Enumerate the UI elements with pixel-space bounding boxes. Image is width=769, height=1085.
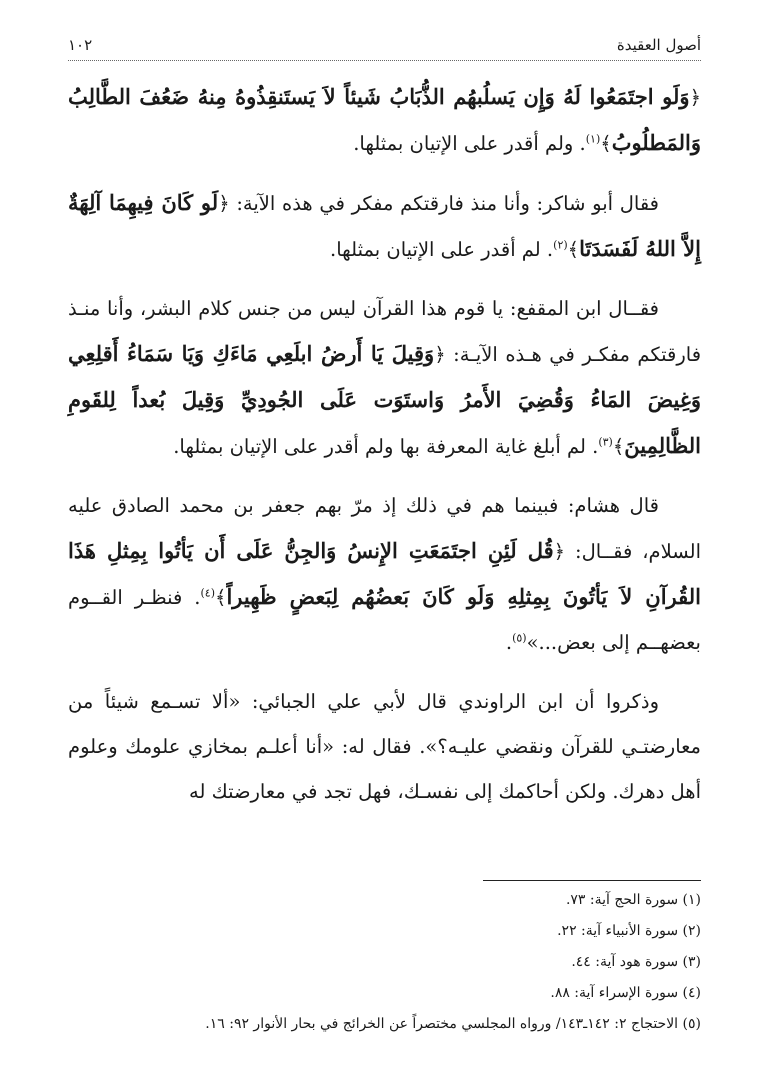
paragraph-3-tail: . لم أبلغ غاية المعرفة بها ولم أقدر على الإتيان بمثلها. [173, 435, 599, 458]
footnote-ref-3[interactable]: (٣) [598, 435, 613, 449]
paragraph-3: فقــال ابن المقفع: يا قوم هذا القرآن ليس من جنس كلام البشر، وأنا منـذ فارقتكم مفكـر في هـذه الآيـة: ﴿وَقِيلَ يَا أَرضُ ابلَعِي مَاءَكِ وَيَا سَمَاءُ أَقلِعِي وَغِيضَ المَاءُ وَقُضِيَ الأَمرُ وَاستَوَت عَلَى الجُودِيِّ وَقِيلَ بُعداً لِلقَومِ الظَّالِمِينَ﴾$^{(٣)}$. لم أبلغ غاية المعرفة بها ولم أقدر على الإتيان بمثلها. [68, 297, 702, 458]
paragraph-4-intro: قال هشام: فبينما هم في ذلك إذ مرّ بهم جعفر بن محمد الصادق عليه السلام، فقــال: [68, 494, 701, 563]
paragraph-2: فقال أبو شاكر: وأنا منذ فارقتكم مفكر في هذه الآية: ﴿لَو كَانَ فِيهِمَا آلِهَةٌ إِلاَّ اللهُ لَفَسَدَتَا﴾$^{(٢)}$. لم أقدر على الإتيان بمثلها. [68, 190, 701, 261]
footnote-2: (٢) سورة الأنبياء آية: ٢٢. [557, 923, 701, 939]
paragraph-1: ﴿وَلَو اجتَمَعُوا لَهُ وَإِن يَسلُبهُم الذُّبَابُ شَيئاً لاَ يَستَنقِذُوهُ مِنهُ ضَعُفَ الطَّالِبُ وَالمَطلُوبُ﴾$^{(١)}$. ولم أقدر على الإتيان بمثلها. [68, 84, 701, 155]
main-text [68, 74, 701, 828]
paragraph-4-tail: . فنظـر القــوم بعضهــم إلى بعض...» [68, 586, 701, 654]
page-number: ١٠٢ [68, 36, 93, 54]
quran-verse-1: وَلَو اجتَمَعُوا لَهُ وَإِن يَسلُبهُم الذُّبَابُ شَيئاً لاَ يَستَنقِذُوهُ مِنهُ ضَعُفَ الطَّالِبُ وَالمَطلُوبُ [68, 84, 701, 155]
footnotes [68, 885, 701, 1040]
quran-verse-4: قُل لَئِنِ اجتَمَعَتِ الإِنسُ وَالجِنُّ عَلَى أَن يَأتُوا بِمِثلِ هَذَا القُرآنِ لاَ يَأتُونَ بِمِثلِهِ وَلَو كَانَ بَعضُهُم لِبَعضٍ ظَهِيراً [68, 538, 701, 609]
footnote-5: (٥) الاحتجاج ٢: ١٤٢ـ١٤٣/ ورواه المجلسي مختصراً عن الخرائج في بحار الأنوار ٩٢: ١٦. [205, 1016, 701, 1032]
page-header [68, 30, 701, 61]
paragraph-2-intro: فقال أبو شاكر: وأنا منذ فارقتكم مفكر في هذه الآية: [236, 192, 660, 215]
footnote-1: (١) سورة الحج آية: ٧٣. [565, 892, 701, 908]
quran-verse-3: وَقِيلَ يَا أَرضُ ابلَعِي مَاءَكِ وَيَا سَمَاءُ أَقلِعِي وَغِيضَ المَاءُ وَقُضِيَ الأَمرُ وَاستَوَت عَلَى الجُودِيِّ وَقِيلَ بُعداً لِلقَومِ الظَّالِمِينَ [68, 341, 701, 458]
footnote-ref-4[interactable]: (٤) [200, 586, 216, 600]
footnote-ref-5[interactable]: (٥) [512, 631, 527, 645]
paragraph-1-tail: . ولم أقدر على الإتيان بمثلها. [353, 132, 586, 155]
footnote-ref-2[interactable]: (٢) [553, 238, 568, 252]
footnote-separator [483, 880, 701, 881]
footnote-ref-1[interactable]: (١) [585, 132, 601, 146]
paragraph-4-end: . [505, 631, 513, 654]
paragraph-5 [68, 679, 701, 814]
running-title: أصول العقيدة [616, 36, 701, 54]
footnote-4: (٤) سورة الإسراء آية: ٨٨. [550, 985, 701, 1001]
footnote-3: (٣) سورة هود آية: ٤٤. [571, 954, 701, 970]
paragraph-5-text: وذكروا أن ابن الراوندي قال لأبي علي الجبائي: «ألا تسـمع شيئاً من معارضتـي للقرآن ونقضي عليـه؟». فقال له: «أنا أعلـم بمخازي علومك وعلوم أهل دهرك. ولكن أحاكمك إلى نفسـك، فهل تجد في معارضتك له [68, 690, 701, 803]
quran-verse-2: لَو كَانَ فِيهِمَا آلِهَةٌ إِلاَّ اللهُ لَفَسَدَتَا [68, 190, 701, 261]
paragraph-4: قال هشام: فبينما هم في ذلك إذ مرّ بهم جعفر بن محمد الصادق عليه السلام، فقــال: ﴿قُل لَئِنِ اجتَمَعَتِ الإِنسُ وَالجِنُّ عَلَى أَن يَأتُوا بِمِثلِ هَذَا القُرآنِ لاَ يَأتُونَ بِمِثلِهِ وَلَو كَانَ بَعضُهُم لِبَعضٍ ظَهِيراً﴾$^{(٤)}$. فنظـر القــوم بعضهــم إلى بعض...»$^{(٥)}$. [68, 494, 701, 654]
paragraph-2-tail: . لم أقدر على الإتيان بمثلها. [330, 238, 554, 261]
paragraph-3-intro: فقــال ابن المقفع: يا قوم هذا القرآن ليس من جنس كلام البشر، وأنا منـذ فارقتكم مفكـر في هـذه الآيـة: [68, 297, 702, 366]
